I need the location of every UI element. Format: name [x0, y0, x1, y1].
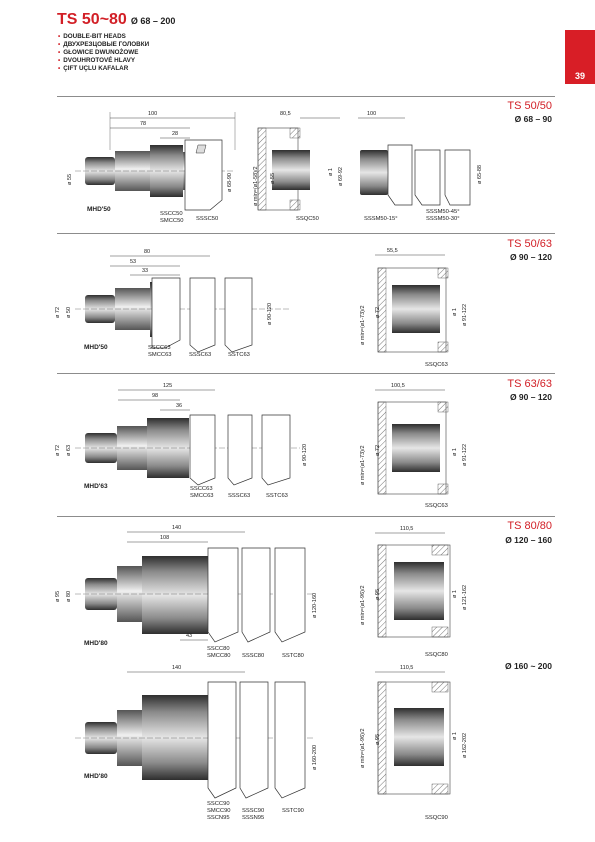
s4-dim-110-5: 110,5	[400, 526, 414, 532]
s2-dim-33: 33	[142, 268, 149, 274]
s1-dim-80-5: 80,5	[280, 111, 291, 117]
s3-insert-b: SMCC63	[190, 493, 214, 499]
s1-insert-g: SSSM50-30°	[426, 216, 460, 222]
s2-insert-a: SSCC63	[148, 345, 171, 351]
s1-dim-100b: 100	[367, 111, 377, 117]
s3-dim-1: ø 1	[452, 448, 458, 456]
title-text: TS 50~80	[57, 11, 127, 28]
s3-dim-63: ø 63	[66, 444, 72, 456]
lang-cz: • DVOUHROTOVÉ HLAVY	[58, 57, 149, 65]
s2-insert-d: SSTC63	[228, 352, 250, 358]
s2-dim-1: ø 1	[452, 308, 458, 316]
s1-dim-78: 78	[140, 121, 147, 127]
s1-holder: MHD'50	[87, 206, 111, 213]
lang-pl: • GŁOWICE DWUNOŻOWE	[58, 49, 149, 57]
s2-insert-c: SSSC63	[189, 352, 212, 358]
s5-holder: MHD'80	[84, 773, 108, 780]
s3-insert-d: SSTC63	[266, 493, 288, 499]
s4-dim-min: ø min=(ø1-96)/2	[360, 585, 366, 625]
s4-insert-b: SMCC80	[207, 653, 231, 659]
s2-dim-72b: ø 72	[375, 306, 381, 318]
s1-dim-55: ø 55	[67, 173, 73, 185]
s4-dim-120-160: ø 120-160	[312, 592, 318, 618]
s3-dim-91-122: ø 91-122	[462, 443, 468, 466]
s3-body	[75, 390, 300, 485]
s5-dim-140: 140	[172, 665, 182, 671]
title-range: Ø 68 – 200	[130, 16, 176, 26]
s4-dim-95b: ø 95	[375, 588, 381, 600]
s3-dim-98: 98	[152, 393, 159, 399]
s1-insert-e: SSSM50-15°	[364, 216, 398, 222]
s1-insert-a: SSCC50	[160, 211, 183, 217]
s2-title: TS 50/63	[507, 238, 552, 250]
s1-insert-f: SSSM50-45°	[426, 209, 460, 215]
s2-dim-50: ø 50	[66, 306, 72, 318]
s4-dim-80: ø 80	[66, 590, 72, 602]
s3-dim-90-120: ø 90-120	[302, 443, 308, 466]
s4-insert-c: SSSC80	[242, 653, 265, 659]
s4-dim-1: ø 1	[452, 590, 458, 598]
s5-dim-110-5: 110,5	[400, 665, 414, 671]
s5-dim-95: ø 95	[375, 733, 381, 745]
s4-insert-d: SSTC80	[282, 653, 304, 659]
s4-dim-108: 108	[160, 535, 170, 541]
lang-ru: • ДВУХРЕЗЦОВЫЕ ГОЛОВКИ	[58, 41, 149, 49]
s3-title: TS 63/63	[507, 378, 552, 390]
s1-dim-65-88: ø 65-88	[477, 165, 483, 184]
s4-insert-a: SSCC80	[207, 646, 230, 652]
s1-range: Ø 68 – 90	[514, 114, 552, 124]
s4-range: Ø 120 – 160	[505, 535, 552, 545]
s2-dim-72: ø 72	[55, 306, 61, 318]
s2-range: Ø 90 – 120	[509, 252, 552, 262]
s2-insert-e: SSQC63	[425, 362, 448, 368]
s5-dim-160-200: ø 160-200	[312, 744, 318, 770]
s3-bore	[375, 390, 448, 494]
lang-tr: • ÇIFT UÇLU KAFALAR	[58, 65, 149, 73]
s3-dim-72b: ø 72	[375, 444, 381, 456]
s5-insert-g: SSQC90	[425, 815, 448, 821]
s5-insert-e: SSSN95	[242, 815, 265, 821]
s1-dim-69-92: ø 69-92	[338, 167, 344, 186]
lang-en: • DOUBLE-BIT HEADS	[58, 33, 149, 41]
s1-dim-min: ø min=(ø1-58)/2	[253, 166, 259, 206]
s2-body	[75, 256, 290, 352]
s5-body	[75, 672, 315, 798]
s2-dim-55-5: 55,5	[387, 248, 398, 254]
s5-insert-c: SSCN95	[207, 815, 230, 821]
s4-body	[75, 532, 315, 642]
s5-insert-d: SSSC90	[242, 808, 265, 814]
s4-title: TS 80/80	[507, 520, 552, 532]
s5-range: Ø 160 ~ 200	[504, 661, 552, 671]
s5-dim-162-202: ø 162-202	[462, 732, 468, 758]
s3-dim-72: ø 72	[55, 444, 61, 456]
s4-dim-95: ø 95	[55, 590, 61, 602]
s1-inserts-side	[358, 118, 470, 205]
s2-dim-80: 80	[144, 249, 151, 255]
s2-holder: MHD'50	[84, 344, 108, 351]
s4-bore	[375, 533, 450, 637]
s5-dim-min: ø min=(ø1-96)/2	[360, 728, 366, 768]
s1-insert-d: SSQC50	[296, 216, 319, 222]
s3-insert-c: SSSC63	[228, 493, 251, 499]
s1-dim-68-90: ø 68-90	[227, 173, 233, 192]
s5-insert-f: SSTC90	[282, 808, 304, 814]
s1-body	[75, 112, 235, 210]
s2-dim-91-122: ø 91-122	[462, 303, 468, 326]
s5-bore	[375, 672, 450, 794]
s2-insert-b: SMCC63	[148, 352, 172, 358]
s3-holder: MHD'63	[84, 483, 108, 490]
s4-dim-140: 140	[172, 525, 182, 531]
s4-dim-43: 43	[186, 633, 193, 639]
s4-insert-e: SSQC80	[425, 652, 448, 658]
s1-title: TS 50/50	[507, 100, 552, 112]
s3-dim-125: 125	[163, 383, 173, 389]
s3-dim-min: ø min=(ø1-73)/2	[360, 445, 366, 485]
s3-dim-100-5: 100,5	[391, 383, 405, 389]
s3-dim-36: 36	[176, 403, 183, 409]
s1-bore	[258, 118, 340, 210]
s1-insert-b: SMCC50	[160, 218, 184, 224]
s3-insert-e: SSQC63	[425, 503, 448, 509]
s3-insert-a: SSCC63	[190, 486, 213, 492]
s1-insert-c: SSSC50	[196, 216, 219, 222]
s5-dim-1: ø 1	[452, 732, 458, 740]
s2-dim-90-120: ø 90-120	[267, 302, 273, 325]
s1-dim-55b: ø 55	[270, 172, 276, 184]
s1-dim-100: 100	[148, 111, 158, 117]
s4-dim-121-162: ø 121-162	[462, 584, 468, 610]
s5-insert-a: SSCC90	[207, 801, 230, 807]
s2-bore	[375, 255, 448, 352]
s4-holder: MHD'80	[84, 640, 108, 647]
page-number: 39	[574, 71, 585, 81]
s1-dim-1: ø 1	[328, 168, 334, 176]
s1-dim-28: 28	[172, 131, 179, 137]
s5-insert-b: SMCC90	[207, 808, 231, 814]
s2-dim-min: ø min=(ø1-73)/2	[360, 305, 366, 345]
s2-dim-53: 53	[130, 259, 137, 265]
s3-range: Ø 90 – 120	[509, 392, 552, 402]
